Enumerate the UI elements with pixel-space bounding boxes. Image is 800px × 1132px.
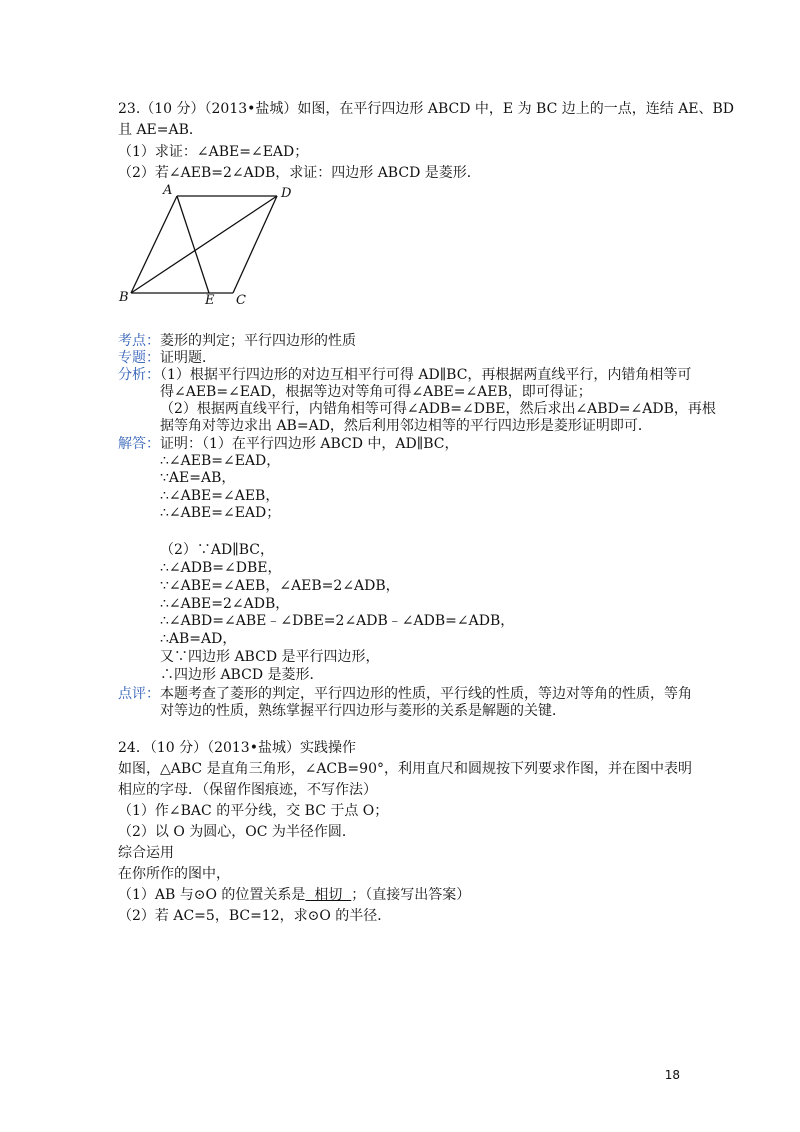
answer1-prefix: （1）AB 与⊙O 的位置关系是 bbox=[118, 887, 306, 903]
jieda-line9: ∴∠ABE=2∠ADB， bbox=[160, 596, 290, 612]
page-number: 18 bbox=[664, 1068, 680, 1082]
q24-line1: 24．（10 分）（2013•盐城）实践操作 bbox=[118, 740, 356, 756]
jieda-line3: ∵AE=AB， bbox=[160, 470, 236, 486]
q24-sub1: （1）作∠BAC 的平分线，交 BC 于点 O； bbox=[118, 803, 389, 819]
jieda-line2: ∴∠AEB=∠EAD， bbox=[160, 453, 281, 469]
dianping-label: 点评： bbox=[118, 686, 160, 702]
q24-zaini: 在你所作的图中， bbox=[118, 866, 230, 882]
jieda-line1: 证明：（1）在平行四边形 ABCD 中，AD∥BC， bbox=[160, 436, 459, 452]
jieda-label: 解答： bbox=[118, 436, 160, 452]
jieda-line10: ∴∠ABD=∠ABE﹣∠DBE=2∠ADB﹣∠ADB=∠ADB， bbox=[160, 613, 515, 629]
label-d: D bbox=[281, 186, 292, 201]
dianping-row bbox=[118, 685, 692, 703]
answer1-suffix: ；（直接写出答案） bbox=[351, 887, 471, 903]
jieda-line11: ∴AB=AD， bbox=[160, 631, 237, 647]
q23-sub2: （2）若∠AEB=2∠ADB，求证：四边形 ABCD 是菱形． bbox=[118, 165, 481, 181]
label-c: C bbox=[236, 293, 246, 308]
q24-line2: 如图，△ABC 是直角三角形，∠ACB=90°，利用直尺和圆规按下列要求作图，并在图中表明 bbox=[118, 761, 692, 777]
fenxi-line4: 据等角对等边求出 AB=AD，然后利用邻边相等的平行四边形是菱形证明即可． bbox=[160, 418, 652, 434]
dianping-line2: 对等边的性质，熟练掌握平行四边形与菱形的关系是解题的关键． bbox=[160, 703, 566, 719]
zhuanti-label: 专题： bbox=[118, 350, 160, 366]
q24-line3: 相应的字母．（保留作图痕迹，不写作法） bbox=[118, 782, 377, 798]
jieda-line4: ∴∠ABE=∠AEB， bbox=[160, 488, 280, 504]
kaodian-row bbox=[118, 332, 356, 350]
q23-line1: 23.（10 分）（2013•盐城）如图，在平行四边形 ABCD 中，E 为 BC 边上的一点，连结 AE、BD bbox=[118, 101, 735, 117]
fenxi-label: 分析： bbox=[118, 367, 160, 383]
parallelogram-figure bbox=[115, 183, 305, 308]
kaodian-label: 考点： bbox=[118, 333, 160, 349]
jieda-line8: ∵∠ABE=∠AEB，∠AEB=2∠ADB， bbox=[160, 578, 400, 594]
dianping-line1: 本题考查了菱形的判定，平行四边形的性质，平行线的性质，等边对等角的性质，等角 bbox=[160, 686, 692, 702]
q24-answer1 bbox=[118, 886, 470, 904]
q23-sub1: （1）求证：∠ABE=∠EAD； bbox=[118, 144, 309, 160]
label-e: E bbox=[205, 293, 215, 308]
jieda-line13: ∴四边形 ABCD 是菱形． bbox=[160, 667, 324, 683]
zhuanti-text: 证明题． bbox=[160, 350, 216, 366]
jieda-row bbox=[118, 435, 458, 453]
fenxi-row bbox=[118, 366, 691, 384]
jieda-line7: ∴∠ADB=∠DBE， bbox=[160, 560, 282, 576]
jieda-line12: 又∵四边形 ABCD 是平行四边形， bbox=[160, 649, 380, 665]
fenxi-line1: （1）根据平行四边形的对边互相平行可得 AD∥BC，再根据两直线平行，内错角相等可 bbox=[160, 367, 692, 383]
answer1-blank: 相切 bbox=[305, 887, 352, 903]
q23-line2: 且 AE=AB． bbox=[118, 122, 203, 138]
jieda-line5: ∴∠ABE=∠EAD； bbox=[160, 505, 281, 521]
jieda-line6: （2）∵AD∥BC， bbox=[160, 542, 274, 558]
fenxi-line3: （2）根据两直线平行，内错角相等可得∠ADB=∠DBE，然后求出∠ABD=∠ADB，再根 bbox=[160, 401, 716, 417]
label-b: B bbox=[119, 290, 129, 305]
q24-answer2: （2）若 AC=5，BC=12，求⊙O 的半径． bbox=[118, 908, 392, 924]
fenxi-line2: 得∠AEB=∠EAD，根据等边对等角可得∠ABE=∠AEB，即可得证； bbox=[160, 384, 592, 400]
kaodian-text: 菱形的判定；平行四边形的性质 bbox=[160, 333, 356, 349]
zhuanti-row bbox=[118, 349, 216, 367]
q24-sub2: （2）以 O 为圆心，OC 为半径作圆． bbox=[118, 824, 356, 840]
q24-zonghe: 综合运用 bbox=[118, 845, 174, 861]
label-a: A bbox=[163, 183, 173, 198]
